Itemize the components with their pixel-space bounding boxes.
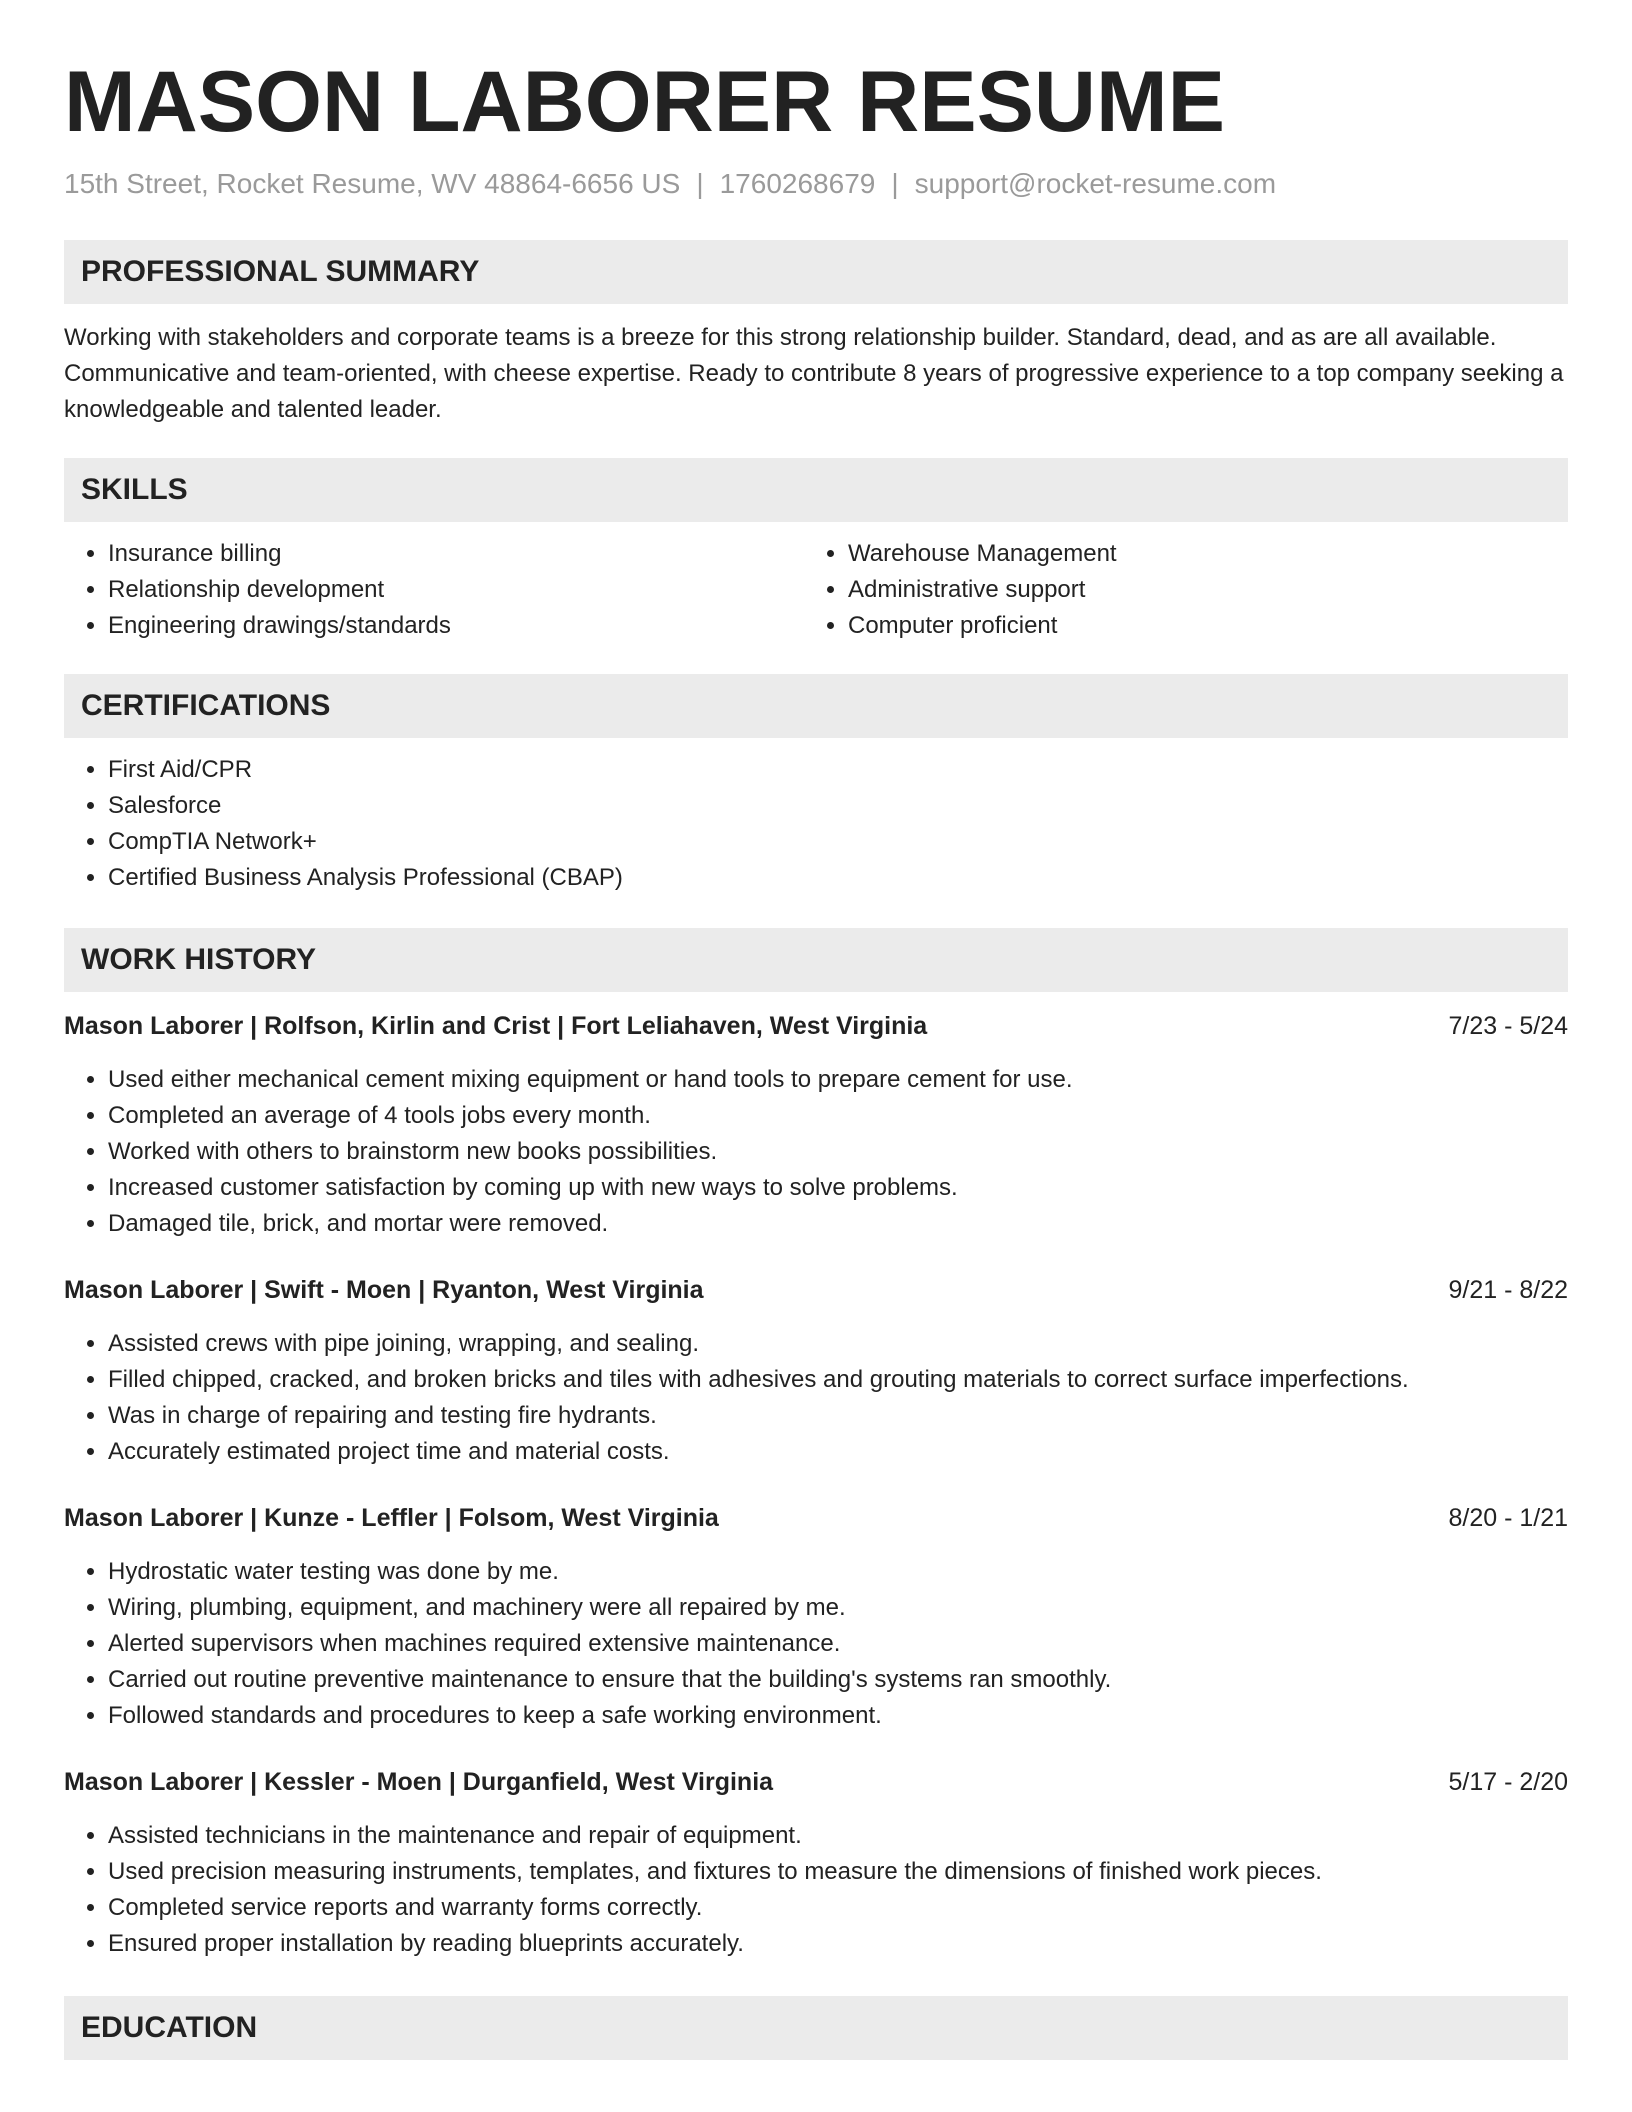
- contact-line: [64, 166, 1568, 202]
- job-dates: 7/23 - 5/24: [1448, 1012, 1568, 1040]
- contact-separator: |: [891, 168, 899, 199]
- job-header: [64, 1272, 1568, 1308]
- job-bullet: • Completed an average of 4 tools jobs every month.: [108, 1098, 1568, 1134]
- skill-item: • Warehouse Management: [848, 536, 1544, 572]
- skills-list: [64, 536, 1568, 644]
- job-entry: [64, 1500, 1568, 1734]
- job-title: Mason Laborer | Swift - Moen | Ryanton, West Virginia: [64, 1276, 704, 1304]
- job-dates: 9/21 - 8/22: [1448, 1276, 1568, 1304]
- job-dates: 8/20 - 1/21: [1448, 1504, 1568, 1532]
- section-header-education: [64, 1996, 1568, 2060]
- job-bullet: • Increased customer satisfaction by coming up with new ways to solve problems.: [108, 1170, 1568, 1206]
- contact-address: 15th Street, Rocket Resume, WV 48864-6656 US: [64, 168, 681, 199]
- section-header-work-history: [64, 928, 1568, 992]
- job-bullet: • Damaged tile, brick, and mortar were removed.: [108, 1206, 1568, 1242]
- job-bullet: • Assisted crews with pipe joining, wrapping, and sealing.: [108, 1326, 1568, 1362]
- certifications-list: [64, 752, 1568, 896]
- section-heading: SKILLS: [81, 473, 188, 506]
- skills-column-right: [804, 536, 1544, 644]
- section-header-summary: [64, 240, 1568, 304]
- contact-phone: 1760268679: [719, 168, 876, 199]
- job-bullet: • Alerted supervisors when machines required extensive maintenance.: [108, 1626, 1568, 1662]
- job-header: [64, 1764, 1568, 1800]
- job-title: Mason Laborer | Kunze - Leffler | Folsom, West Virginia: [64, 1504, 719, 1532]
- job-bullet: • Was in charge of repairing and testing fire hydrants.: [108, 1398, 1568, 1434]
- job-dates: 5/17 - 2/20: [1448, 1768, 1568, 1796]
- section-heading: WORK HISTORY: [81, 943, 317, 976]
- job-bullet: • Accurately estimated project time and material costs.: [108, 1434, 1568, 1470]
- job-bullets: [64, 1062, 1568, 1242]
- section-header-skills: [64, 458, 1568, 522]
- section-header-certifications: [64, 674, 1568, 738]
- job-bullets: [64, 1554, 1568, 1734]
- job-header: [64, 1008, 1568, 1044]
- job-bullets: [64, 1818, 1568, 1962]
- resume-title: MASON LABORER RESUME: [64, 54, 1226, 150]
- section-heading: PROFESSIONAL SUMMARY: [81, 255, 480, 288]
- job-bullet: • Assisted technicians in the maintenance and repair of equipment.: [108, 1818, 1568, 1854]
- job-entry: [64, 1008, 1568, 1242]
- job-title: Mason Laborer | Rolfson, Kirlin and Crist | Fort Leliahaven, West Virginia: [64, 1012, 928, 1040]
- job-bullet: • Hydrostatic water testing was done by me.: [108, 1554, 1568, 1590]
- job-bullet: • Carried out routine preventive maintenance to ensure that the building's systems ran smoothly.: [108, 1662, 1568, 1698]
- skill-item: • Computer proficient: [848, 608, 1544, 644]
- section-heading: EDUCATION: [81, 2011, 258, 2044]
- job-bullet: • Ensured proper installation by reading blueprints accurately.: [108, 1926, 1568, 1962]
- skill-item: • Administrative support: [848, 572, 1544, 608]
- job-bullet: • Completed service reports and warranty forms correctly.: [108, 1890, 1568, 1926]
- certification-item: • Certified Business Analysis Professional (CBAP): [108, 860, 1568, 896]
- certification-item: • CompTIA Network+: [108, 824, 1568, 860]
- job-entry: [64, 1764, 1568, 1962]
- job-bullets: [64, 1326, 1568, 1470]
- skills-column-left: [64, 536, 804, 644]
- section-heading: CERTIFICATIONS: [81, 689, 331, 722]
- job-header: [64, 1500, 1568, 1536]
- job-bullet: • Used precision measuring instruments, templates, and fixtures to measure the dimensions of finished work pieces.: [108, 1854, 1568, 1890]
- job-bullet: • Worked with others to brainstorm new books possibilities.: [108, 1134, 1568, 1170]
- summary-text: Working with stakeholders and corporate teams is a breeze for this strong relationship builder. Standard, dead, and as are all available. Communicative and team-oriented, with cheese expertise. Ready to contribute 8 years of progressive experience to a top company seeking a knowledgeable and talented leader.: [64, 324, 1564, 423]
- job-entry: [64, 1272, 1568, 1470]
- certification-item: • Salesforce: [108, 788, 1568, 824]
- job-bullet: • Wiring, plumbing, equipment, and machinery were all repaired by me.: [108, 1590, 1568, 1626]
- contact-email: support@rocket-resume.com: [914, 168, 1277, 199]
- skill-item: • Engineering drawings/standards: [108, 608, 804, 644]
- job-title: Mason Laborer | Kessler - Moen | Durganfield, West Virginia: [64, 1768, 774, 1796]
- job-bullet: • Used either mechanical cement mixing equipment or hand tools to prepare cement for use.: [108, 1062, 1568, 1098]
- job-bullet: • Filled chipped, cracked, and broken bricks and tiles with adhesives and grouting materials to correct surface imperfections.: [108, 1362, 1568, 1398]
- job-bullet: • Followed standards and procedures to keep a safe working environment.: [108, 1698, 1568, 1734]
- contact-separator: |: [696, 168, 704, 199]
- certification-item: • First Aid/CPR: [108, 752, 1568, 788]
- skill-item: • Relationship development: [108, 572, 804, 608]
- skill-item: • Insurance billing: [108, 536, 804, 572]
